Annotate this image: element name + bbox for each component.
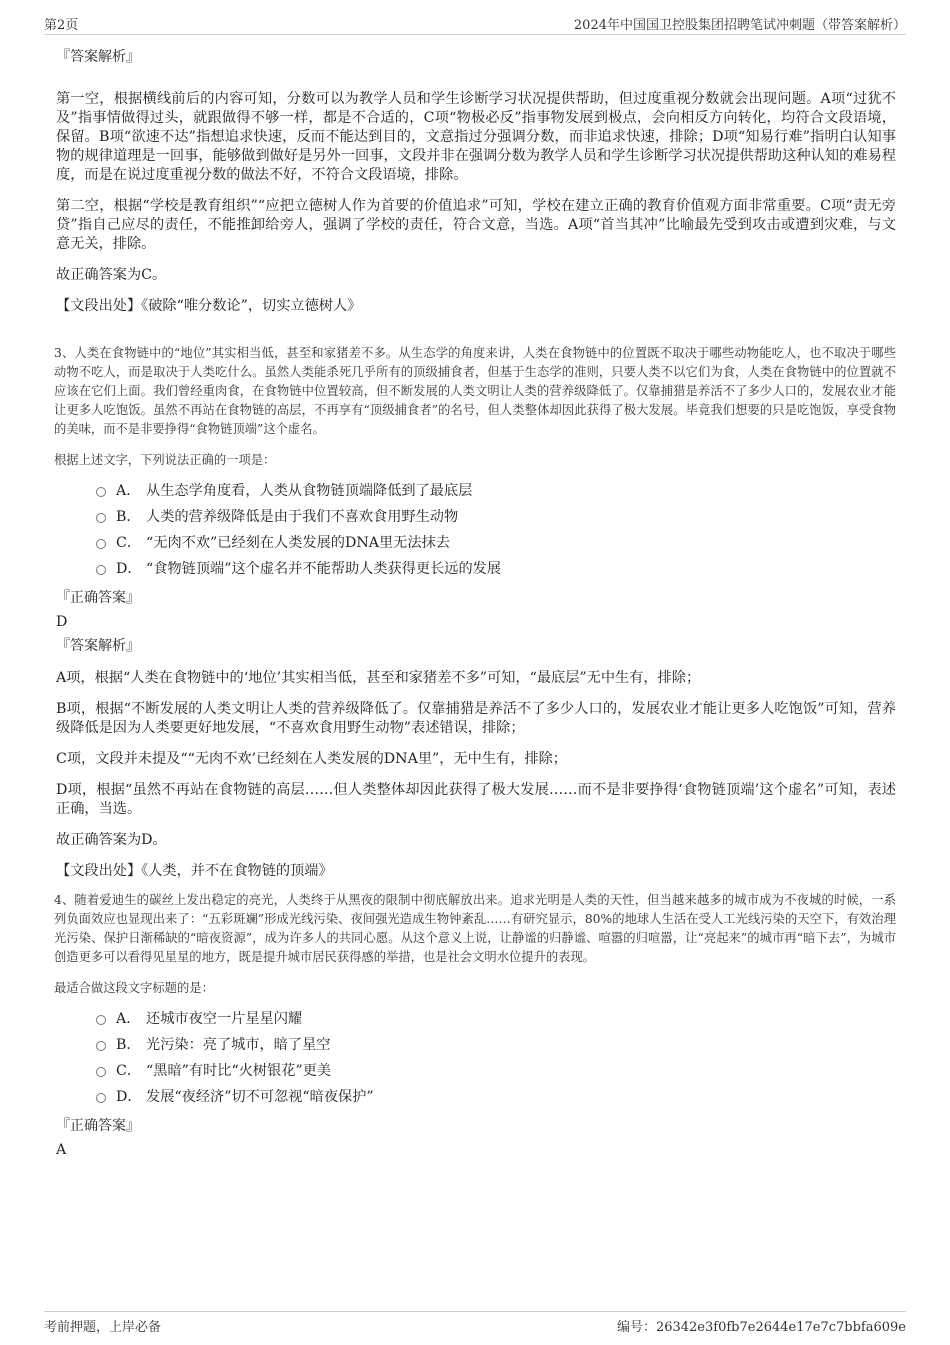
page-number: 第2页 — [44, 18, 79, 33]
option-letter: C． — [116, 1063, 142, 1079]
question-stem: 3、人类在食物链中的“地位”其实相当低，甚至和家猪差不多。从生态学的角度来讲，人类在食物链中的位置既不取决于哪些动物能吃人，也不取决于哪些动物不吃人，而是取决于人类吃什么。虽然人类能杀死几乎所有的顶级捕食者，但基于生态学的准则，只要人类不以它们为食，人类在食物链中的位置就不应该在它们上面。我们曾经重肉食，在食物链中位置较高，但不断发展的人类文明让人类的营养级降低了。仅靠捕猎是养活不了多少人口的，发展农业才能让更多人吃饱饭。虽然不再站在食物链的高层，不再享有“顶级捕食者”的名号，但人类整体却因此获得了极大发展。毕竟我们想要的只是吃饱饭，享受食物的美味，而不是非要挣得“食物链顶端”这个虚名。 — [54, 346, 896, 436]
option-text: “黑暗”有时比“火树银花”更美 — [146, 1063, 332, 1079]
question-stem: 4、随着爱迪生的碳丝上发出稳定的亮光，人类终于从黑夜的限制中彻底解放出来。追求光明是人类的天性，但当越来越多的城市成为不夜城的时候，一系列负面效应也显现出来了：“五彩斑斓”形成光线污染、夜间强光造成生物钟紊乱……有研究显示，80%的地球人生活在受人工光线污染的天空下，有效治理光污染、保护日渐稀缺的“暗夜资源”，成为许多人的共同心愿。从这个意义上说，让静谧的归静谧、喧嚣的归喧嚣，让“亮起来”的城市再“暗下去”，为城市创造更多可以看得见星星的地方，既是提升城市居民获得感的举措，也是社会文明水位提升的表现。 — [54, 893, 896, 964]
option-text: “食物链顶端”这个虚名并不能帮助人类获得更长远的发展 — [146, 561, 502, 577]
option-d[interactable] — [96, 1088, 896, 1107]
option-letter: C． — [116, 535, 142, 551]
question-prompt: 根据上述文字，下列说法正确的一项是： — [54, 453, 276, 467]
document-title: 2024年中国国卫控股集团招聘笔试冲刺题（带答案解析） — [573, 18, 906, 33]
code-label: 编号： — [616, 1320, 656, 1335]
radio-icon[interactable] — [96, 1015, 106, 1025]
option-a[interactable] — [96, 1010, 896, 1029]
radio-icon[interactable] — [96, 513, 106, 523]
source-citation: 【文段出处】《人类，并不在食物链的顶端》 — [56, 863, 333, 879]
option-b[interactable] — [96, 1036, 896, 1055]
option-letter: B． — [116, 1037, 141, 1053]
option-letter: A． — [116, 483, 141, 499]
page-footer — [44, 1311, 906, 1336]
option-letter: B． — [116, 509, 141, 525]
option-text: “无肉不欢”已经刻在人类发展的DNA里无法抹去 — [146, 535, 450, 551]
option-text: 人类的营养级降低是由于我们不喜欢食用野生动物 — [146, 509, 459, 525]
option-text: 发展“夜经济”切不可忽视“暗夜保护” — [146, 1089, 374, 1105]
radio-icon[interactable] — [96, 1093, 106, 1103]
option-list — [96, 1010, 896, 1107]
question-prompt: 最适合做这段文字标题的是： — [54, 981, 214, 995]
option-a[interactable] — [96, 482, 896, 501]
option-list — [96, 482, 896, 579]
radio-icon[interactable] — [96, 539, 106, 549]
analysis-paragraph: C项，文段并未提及““无肉不欢’已经刻在人类发展的DNA里”，无中生有，排除； — [56, 751, 567, 767]
analysis-paragraph: 第一空，根据横线前后的内容可知，分数可以为教学人员和学生诊断学习状况提供帮助，但过度重视分数就会出现问题。A项“过犹不及”指事情做得过头，就跟做得不够一样，都是不合适的，C项“物极必反”指事物发展到极点，会向相反方向转化，均符合文段语境，保留。B项“欲速不达”指想追求快速，反而不能达到目的，文意指过分强调分数，而非追求快速，排除；D项“知易行难”指明白认知事物的规律道理是一回事，能够做到做好是另外一回事，文段并非在强调分数为教学人员和学生诊断学习状况提供帮助这种认知的难易程度，而是在说过度重视分数的做法不好，不符合文段语境，排除。 — [56, 91, 896, 183]
correct-answer: A — [56, 1142, 67, 1158]
option-d[interactable] — [96, 560, 896, 579]
analysis-paragraph: 第二空，根据“学校是教育组织”“应把立德树人作为首要的价值追求”可知，学校在建立正确的教育价值观方面非常重要。C项“责无旁贷”指自己应尽的责任，不能推卸给旁人，强调了学校的责任，符合文意，当选。A项“首当其冲”比喻最先受到攻击或遭到灾难，与文意无关，排除。 — [56, 198, 896, 252]
page-content — [56, 48, 896, 1165]
option-c[interactable] — [96, 1062, 896, 1081]
radio-icon[interactable] — [96, 1041, 106, 1051]
option-text: 从生态学角度看，人类从食物链顶端降低到了最底层 — [146, 483, 473, 499]
conclusion: 故正确答案为D。 — [56, 832, 167, 848]
correct-answer: D — [56, 614, 68, 630]
conclusion: 故正确答案为C。 — [56, 267, 167, 283]
radio-icon[interactable] — [96, 487, 106, 497]
option-letter: A． — [116, 1011, 141, 1027]
radio-icon[interactable] — [96, 1067, 106, 1077]
option-text: 还城市夜空一片星星闪耀 — [146, 1011, 303, 1027]
radio-icon[interactable] — [96, 565, 106, 575]
answer-label: 『正确答案』 — [56, 590, 140, 606]
option-letter: D． — [116, 1089, 142, 1105]
document-code — [617, 1316, 906, 1335]
footer-slogan: 考前押题，上岸必备 — [44, 1320, 162, 1335]
option-b[interactable] — [96, 508, 896, 527]
analysis-label: 『答案解析』 — [56, 638, 140, 654]
code-value: 26342e3f0fb7e2644e17e7c7bbfa609e — [655, 1320, 906, 1335]
answer-label: 『正确答案』 — [56, 1118, 140, 1134]
source-citation: 【文段出处】《破除“唯分数论”，切实立德树人》 — [56, 298, 362, 314]
analysis-label: 『答案解析』 — [56, 49, 140, 65]
analysis-paragraph: B项，根据“不断发展的人类文明让人类的营养级降低了。仅靠捕猎是养活不了多少人口的，发展农业才能让更多人吃饱饭”可知，营养级降低是因为人类要更好地发展，“不喜欢食用野生动物”表述错误，排除； — [56, 701, 896, 736]
analysis-paragraph: A项，根据“人类在食物链中的‘地位’其实相当低，甚至和家猪差不多”可知，“最底层”无中生有，排除； — [56, 670, 701, 686]
option-letter: D． — [116, 561, 142, 577]
option-text: 光污染：亮了城市，暗了星空 — [146, 1037, 331, 1053]
analysis-paragraph: D项，根据“虽然不再站在食物链的高层……但人类整体却因此获得了极大发展……而不是非要挣得‘食物链顶端’这个虚名”可知，表述正确，当选。 — [56, 782, 896, 817]
page-header — [44, 12, 906, 35]
option-c[interactable] — [96, 534, 896, 553]
